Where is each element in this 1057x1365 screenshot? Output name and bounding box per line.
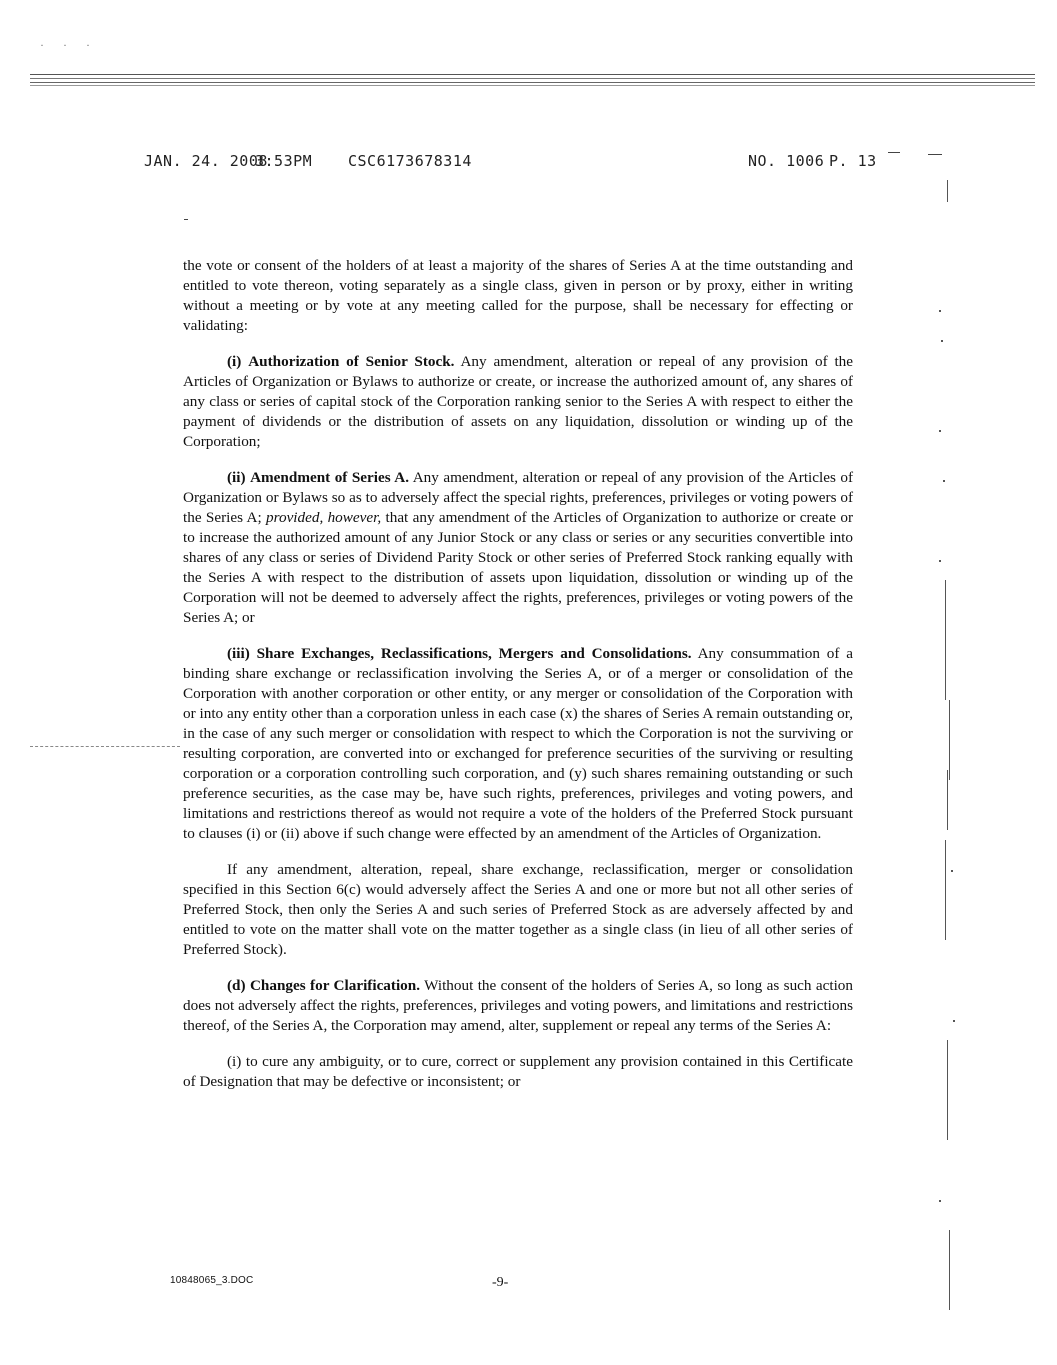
- clause-i: [183, 352, 853, 452]
- clause-iii-marker: (iii): [227, 645, 250, 662]
- clause-iii-text: Any consummation of a binding share exchange or reclassification involving the Series A, or of a merger or consolidation of the Corporation with another corporation or other entity, or any merger or consolidation of the Corporation with or into any entity other than a corporation unless in each case (x) the shares of Series A remain outstanding or, in the case of any such merger or consolidation with respect to which the Corporation is not the surviving or resulting corporation, are converted into or exchanged for preference securities of the surviving or resulting corporation or a corporation controlling such corporation, and (y) such shares remaining outstanding or such preference securities, as the case may be, have such rights, preferences, privileges and voting powers, and limitations and restrictions thereof as would not require a vote of the holders of the Preferred Stock pursuant to clauses (i) or (ii) above if such change were effected by an amendment of the Articles of Organization.: [183, 645, 853, 842]
- intro-paragraph: the vote or consent of the holders of at least a majority of the shares of Series A at the time outstanding and entitled to vote thereon, voting separately as a single class, given in person or by proxy, either in writing without a meeting or by vote at any meeting called for the purpose, shall be necessary for effecting or validating:: [183, 257, 853, 334]
- fax-page-number: P. 13: [829, 152, 877, 170]
- clause-ii-text-before: Any amendment, alteration or repeal of any provision of the Articles of Organization or Bylaws so as to adversely affect the special rights, preferences, privileges or voting powers of the Series A;: [183, 469, 854, 526]
- fax-header: [0, 152, 1057, 174]
- clause-i-title: Authorization of Senior Stock.: [248, 353, 455, 370]
- clause-ii-italic: provided, however,: [266, 509, 382, 526]
- section-d-text: Without the consent of the holders of Series A, so long as such action does not adversely affect the rights, preferences, privileges and voting powers, and limitations and restrictions thereof, of the Series A, the Corporation may amend, alter, supplement or repeal any terms of the Series A:: [183, 977, 853, 1034]
- scan-right-edge: [939, 180, 969, 1360]
- scan-speck: · · ·: [40, 38, 98, 52]
- section-d: [183, 976, 853, 1036]
- fax-mark: [928, 154, 942, 155]
- scan-dash-line: [30, 746, 180, 748]
- clause-ii-text-after: that any amendment of the Articles of Organization to authorize or create or to increase the authorized amount of any Junior Stock or any class or series or any securities convertible into shares of any class or series of Dividend Parity Stock or other series of Preferred Stock ranking equally with the Series A with respect to the distribution of assets upon liquidation, dissolution or winding up of the Corporation will not be deemed to adversely affect the rights, preferences, privileges or voting powers of the Series A; or: [183, 509, 854, 626]
- clause-d-i: [183, 1052, 853, 1092]
- clause-i-marker: (i): [227, 353, 242, 370]
- footer-doc-id: 10848065_3.DOC: [170, 1275, 254, 1286]
- clause-i-text: Any amendment, alteration or repeal of any provision of the Articles of Organization or Bylaws to authorize or create, or increase the authorized amount of, any shares of any class or series of capital stock of the Corporation ranking senior to the Series A with respect to either the payment of dividends or the distribution of assets on any liquidation, dissolution or winding up of the Corporation;: [183, 353, 854, 450]
- clause-ii-marker: (ii): [227, 469, 246, 486]
- fax-sender-id: CSC6173678314: [348, 152, 472, 170]
- clause-iii: [183, 644, 853, 844]
- clause-iii-title: Share Exchanges, Reclassifications, Mergers and Consolidations.: [256, 645, 692, 662]
- fax-mark: [888, 152, 900, 153]
- fax-mark: [184, 219, 188, 220]
- adverse-paragraph: If any amendment, alteration, repeal, share exchange, reclassification, merger or consolidation specified in this Section 6(c) would adversely affect the Series A and one or more but not all other series of Preferred Stock, then only the Series A and such series of Preferred Stock as are adversely affected by and entitled to vote on the matter shall vote on the matter together as a single class (in lieu of all other series of Preferred Stock).: [183, 861, 853, 958]
- fax-date: JAN. 24. 2008: [144, 152, 268, 170]
- fax-scan-band: [30, 74, 1035, 86]
- fax-time: 3:53PM: [255, 152, 313, 170]
- fax-number: NO. 1006: [748, 152, 825, 170]
- section-d-title: Changes for Clarification.: [249, 977, 421, 994]
- document-body: [183, 256, 853, 1108]
- clause-ii: [183, 468, 853, 628]
- clause-d-i-marker: (i): [227, 1053, 242, 1070]
- clause-d-i-text: to cure any ambiguity, or to cure, correct or supplement any provision contained in this Certificate of Designation that may be defective or inconsistent; or: [183, 1053, 853, 1090]
- section-d-marker: (d): [227, 977, 246, 994]
- footer-page-number: -9-: [492, 1275, 509, 1290]
- clause-ii-title: Amendment of Series A.: [250, 469, 410, 486]
